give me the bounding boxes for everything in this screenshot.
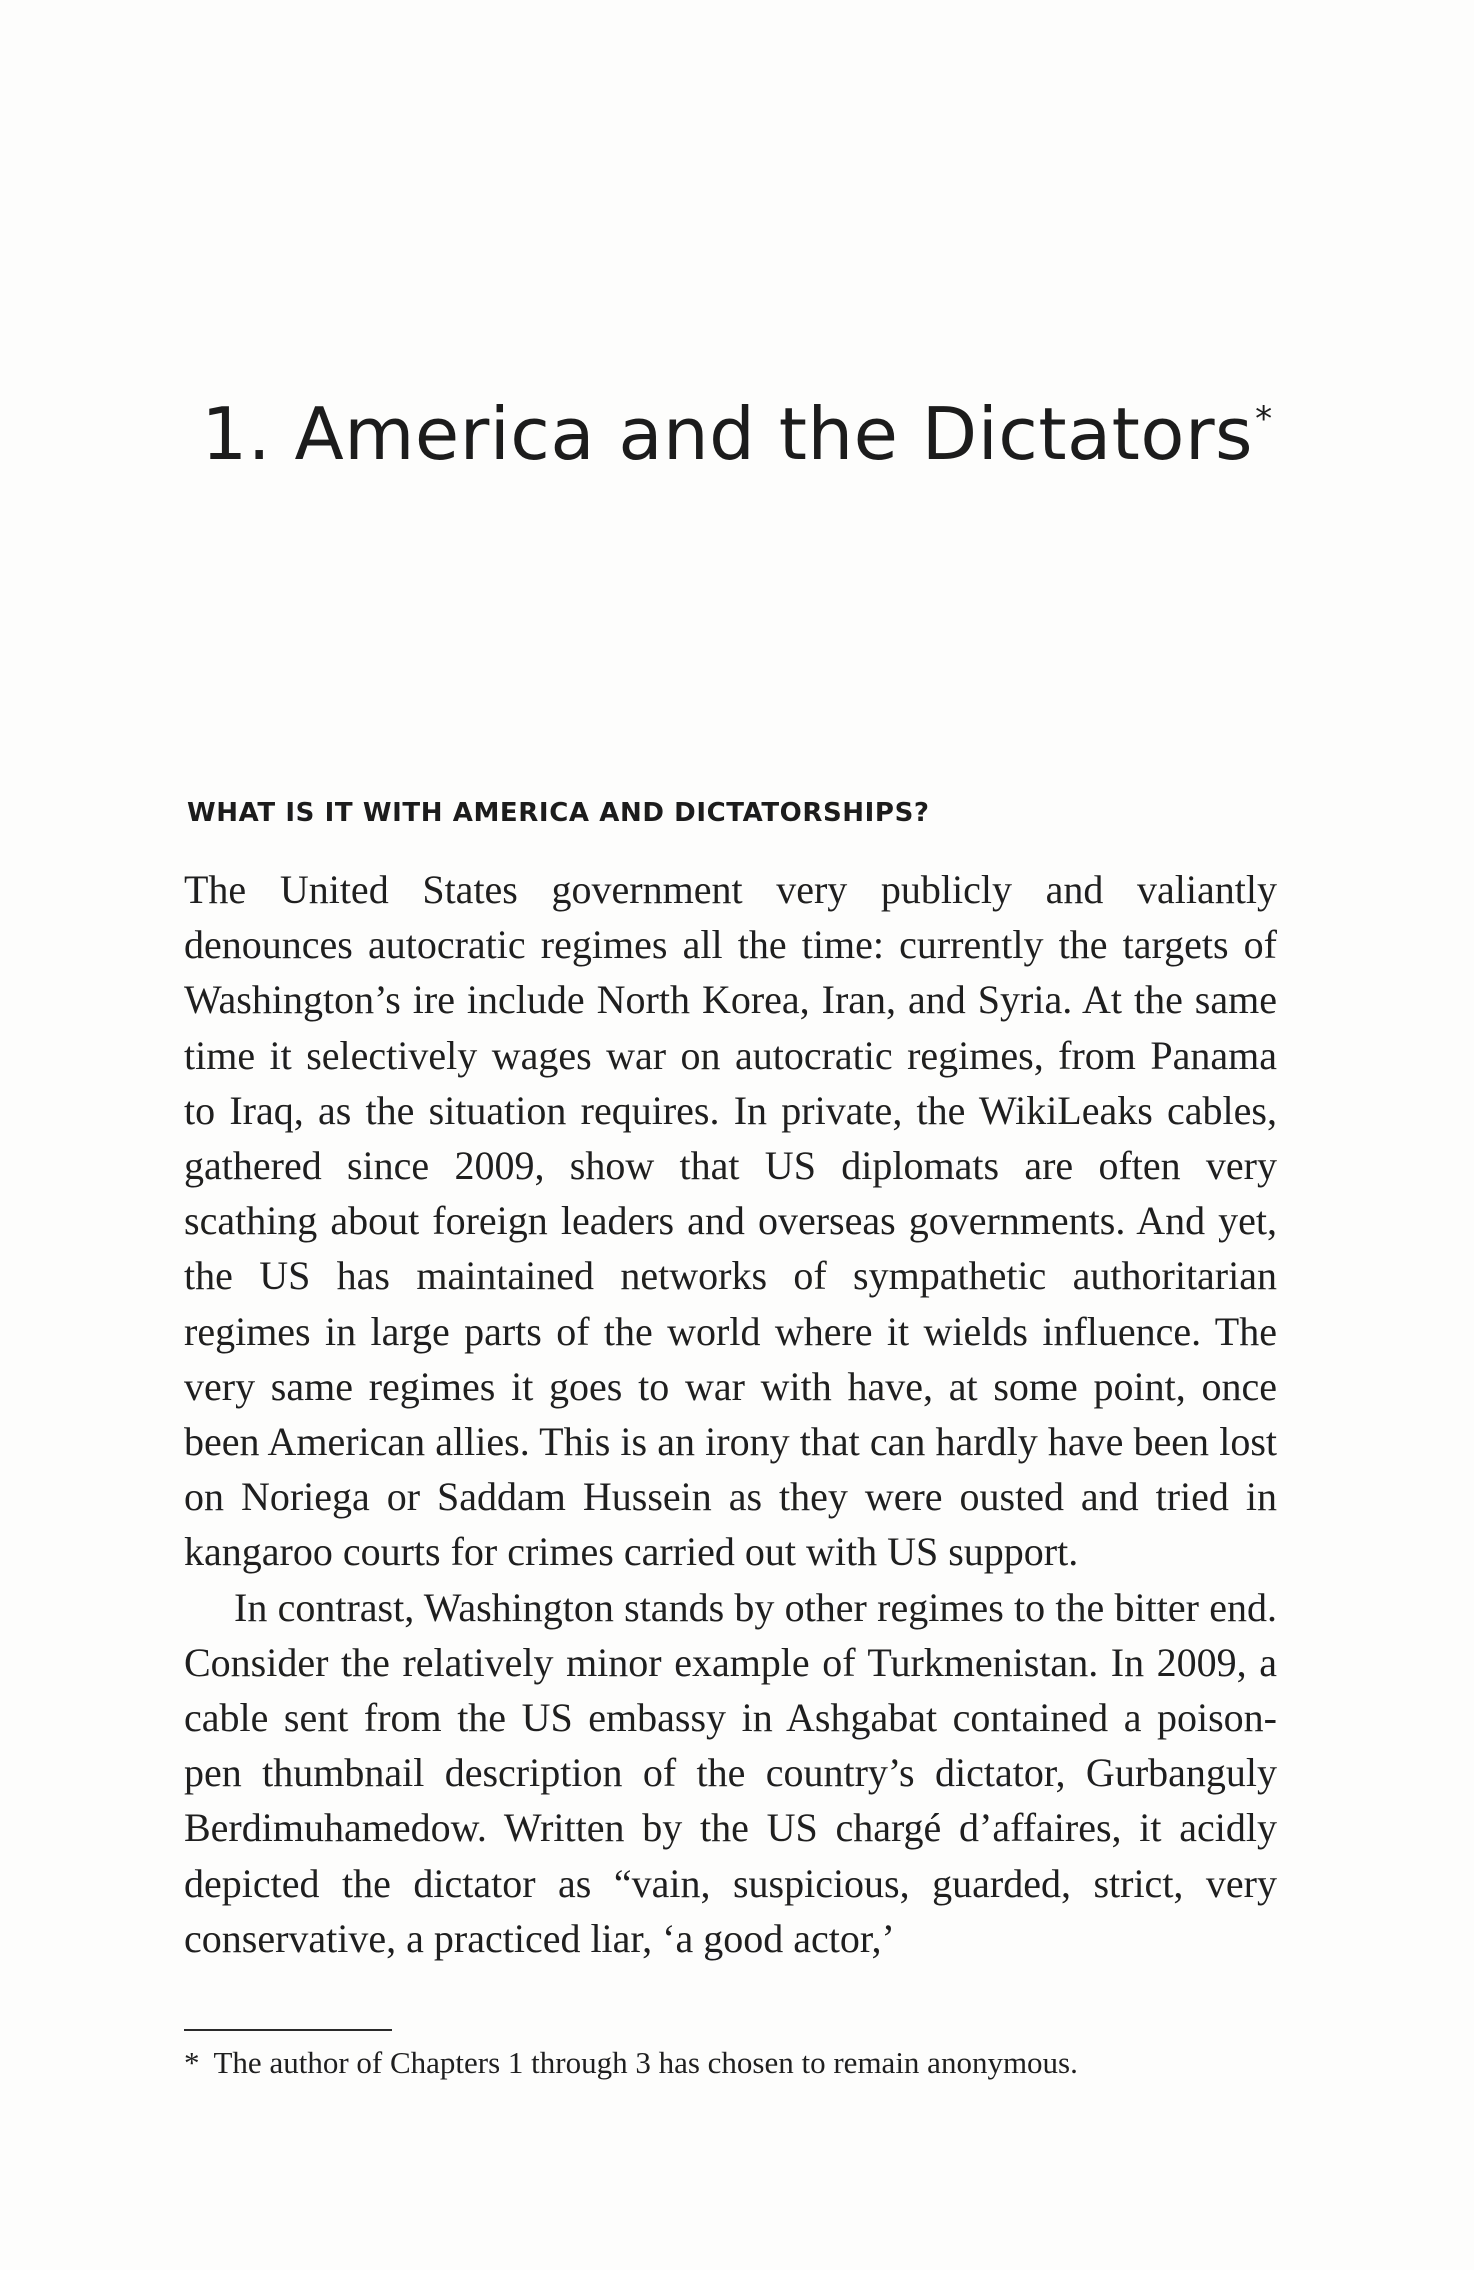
footnote-text: The author of Chapters 1 through 3 has chosen to remain anonymous. [213,2045,1078,2080]
footnote-divider [184,2029,392,2031]
body-text [184,862,1277,1966]
paragraph-2: In contrast, Washington stands by other regimes to the bitter end. Consider the relatively minor example of Turkmenistan. In 2009, a cable sent from the US embassy in Ashgabat contained a poison-pen thumbnail description of the country’s dictator, Gurbanguly Berdimuhamedow. Written by the US chargé d’affaires, it acidly depicted the dictator as “vain, suspicious, guarded, strict, very conservative, a practiced liar, ‘a good actor,’ [184,1584,1277,1961]
footnote-marker: * [184,2045,200,2080]
chapter-title [0,392,1474,476]
chapter-footnote-marker: * [1255,399,1273,439]
paragraph-1: The United States government very publicly and valiantly denounces autocratic regimes all the time: currently the targets of Washington’s ire include North Korea, Iran, and Syria. At the same time it selectively wages war on autocratic regimes, from Panama to Iraq, as the situation requires. In private, the WikiLeaks cables, gathered since 2009, show that US diplomats are often very scathing about foreign leaders and overseas governments. And yet, the US has maintained networks of sympathetic authoritarian regimes in large parts of the world where it wields influence. The very same regimes it goes to war with have, at some point, once been American allies. This is an irony that can hardly have been lost on Noriega or Saddam Hussein as they were ousted and tried in kangaroo courts for crimes carried out with US support. [184,867,1277,1575]
footnote [184,2041,1277,2085]
chapter-title-text: 1. America and the Dictators [201,392,1254,476]
section-heading: WHAT IS IT WITH AMERICA AND DICTATORSHIPS? [187,798,930,828]
